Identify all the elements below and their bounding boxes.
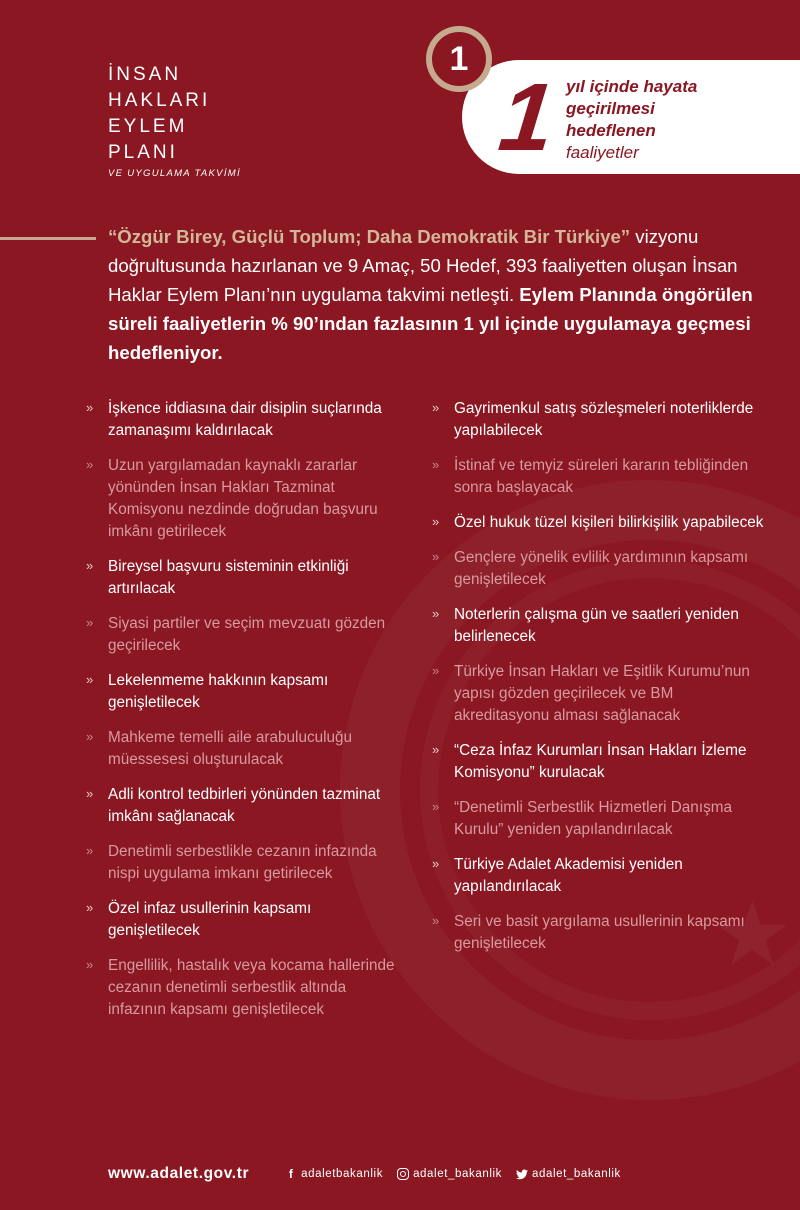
list-item-text: “Ceza İnfaz Kurumları İnsan Hakları İzleme Komisyonu” kurulacak [454, 742, 747, 781]
list-item-text: Bireysel başvuru sisteminin etkinliği artırılacak [108, 558, 349, 597]
list-item-text: Türkiye Adalet Akademisi yeniden yapılandırılacak [454, 856, 683, 895]
list-item-text: İşkence iddiasına dair disiplin suçlarında zamanaşımı kaldırılacak [108, 400, 382, 439]
list-item [432, 911, 764, 955]
list-item-text: Adli kontrol tedbirleri yönünden tazminat imkânı sağlanacak [108, 786, 381, 825]
chevron-right-icon: » [86, 615, 91, 630]
list-item [432, 740, 764, 784]
list-item [432, 547, 764, 591]
list-item-text: Gençlere yönelik evlilik yardımının kapsamı genişletilecek [454, 549, 749, 588]
list-item-text: İstinaf ve temyiz süreleri kararın tebliğinden sonra başlayacak [454, 457, 749, 496]
twitter-link[interactable] [516, 1168, 621, 1180]
chevron-right-icon: » [432, 663, 437, 678]
list-item [86, 670, 404, 714]
logo-line: PLANI [108, 142, 178, 163]
chevron-right-icon: » [86, 457, 91, 472]
banner-line: hedeflenen [566, 121, 656, 140]
list-item [86, 898, 404, 942]
list-item-text: Engellilik, hastalık veya kocama hallerinde cezanın denetimli serbestlik altında infazının kapsamı genişletilecek [108, 957, 395, 1018]
list-item [432, 661, 764, 727]
list-item [86, 613, 404, 657]
list-item-text: Lekelenmeme hakkının kapsamı genişletilecek [108, 672, 329, 711]
list-item [432, 797, 764, 841]
right-column [432, 398, 764, 968]
logo-subtitle: VE UYGULAMA TAKVİMİ [108, 168, 241, 179]
list-item-text: Seri ve basit yargılama usullerinin kapsamı genişletilecek [454, 913, 745, 952]
chevron-right-icon: » [86, 900, 91, 915]
twitter-handle: adalet_bakanlik [531, 1168, 621, 1180]
list-item [432, 512, 764, 534]
list-item [86, 841, 404, 885]
chevron-right-icon: » [432, 606, 437, 621]
chevron-right-icon: » [432, 400, 437, 415]
intro-paragraph [108, 222, 780, 367]
facebook-link[interactable] [285, 1168, 383, 1180]
chevron-right-icon: » [432, 799, 437, 814]
chevron-right-icon: » [432, 549, 437, 564]
list-item-text: Mahkeme temelli aile arabuluculuğu müessesesi oluşturulacak [108, 729, 353, 768]
banner-line: geçirilmesi [566, 99, 655, 118]
list-item [86, 398, 404, 442]
logo-line: İNSAN [108, 64, 182, 85]
chevron-right-icon: » [432, 856, 437, 871]
chevron-right-icon: » [86, 786, 91, 801]
twitter-icon [516, 1168, 528, 1180]
facebook-icon: f [288, 1167, 294, 1181]
logo [108, 62, 241, 180]
facebook-handle: adaletbakanlik [301, 1168, 384, 1180]
website-link[interactable]: www.adalet.gov.tr [108, 1165, 250, 1182]
list-item [432, 398, 764, 442]
banner-text [566, 76, 697, 164]
list-item-text: Türkiye İnsan Hakları ve Eşitlik Kurumu’nun yapısı gözden geçirilecek ve BM akreditasyonu alması sağlanacak [454, 663, 750, 724]
intro-quote: “Özgür Birey, Güçlü Toplum; Daha Demokratik Bir Türkiye” [108, 226, 631, 247]
chevron-right-icon: » [86, 729, 91, 744]
chevron-right-icon: » [432, 457, 437, 472]
list-item [432, 455, 764, 499]
divider-rule [0, 237, 96, 240]
list-item-text: Noterlerin çalışma gün ve saatleri yeniden belirlenecek [454, 606, 739, 645]
chevron-right-icon: » [86, 558, 91, 573]
logo-line: HAKLARI [108, 90, 211, 111]
list-item [86, 455, 404, 543]
footer [108, 1165, 768, 1183]
list-item-text: Gayrimenkul satış sözleşmeleri noterliklerde yapılabilecek [454, 400, 754, 439]
list-item [86, 556, 404, 600]
chevron-right-icon: » [432, 514, 437, 529]
instagram-link[interactable] [397, 1168, 502, 1180]
list-item [86, 727, 404, 771]
banner-big-number: 1 [494, 64, 560, 171]
left-column [86, 398, 404, 1034]
intro-body: vizyonu doğrultusunda hazırlanan ve 9 Amaç, 50 Hedef, 393 faaliyetten oluşan İnsan Haklar Eylem Planı’nın uygulama takvimi netleşti. [108, 226, 738, 305]
list-item-text: Uzun yargılamadan kaynaklı zararlar yönünden İnsan Hakları Tazminat Komisyonu nezdinde doğrudan başvuru imkânı getirilecek [108, 457, 378, 540]
instagram-icon [397, 1168, 409, 1180]
instagram-handle: adalet_bakanlik [413, 1168, 502, 1180]
list-item-text: Özel hukuk tüzel kişileri bilirkişilik yapabilecek [454, 514, 764, 531]
list-item-text: Siyasi partiler ve seçim mevzuatı gözden geçirilecek [108, 615, 386, 654]
logo-line: EYLEM [108, 116, 188, 137]
chevron-right-icon: » [86, 843, 91, 858]
banner-line: yıl içinde hayata [566, 77, 698, 96]
chevron-right-icon: » [86, 400, 91, 415]
number-badge [426, 26, 492, 92]
list-item [432, 604, 764, 648]
chevron-right-icon: » [432, 742, 437, 757]
banner-line: faaliyetler [566, 143, 639, 162]
chevron-right-icon: » [86, 672, 91, 687]
chevron-right-icon: » [432, 913, 437, 928]
intro-strong: Eylem Planında öngörülen süreli faaliyetlerin % 90’ından fazlasının 1 yıl içinde uygulamaya geçmesi hedefleniyor. [108, 284, 753, 363]
chevron-right-icon: » [86, 957, 91, 972]
list-item-text: Denetimli serbestlikle cezanın infazında nispi uygulama imkanı getirilecek [108, 843, 377, 882]
list-item-text: Özel infaz usullerinin kapsamı genişletilecek [108, 900, 312, 939]
list-item [86, 955, 404, 1021]
badge-number: 1 [432, 32, 486, 86]
list-item-text: “Denetimli Serbestlik Hizmetleri Danışma Kurulu” yeniden yapılandırılacak [454, 799, 732, 838]
list-item [86, 784, 404, 828]
list-item [432, 854, 764, 898]
star-watermark-icon: ★ [712, 882, 793, 987]
